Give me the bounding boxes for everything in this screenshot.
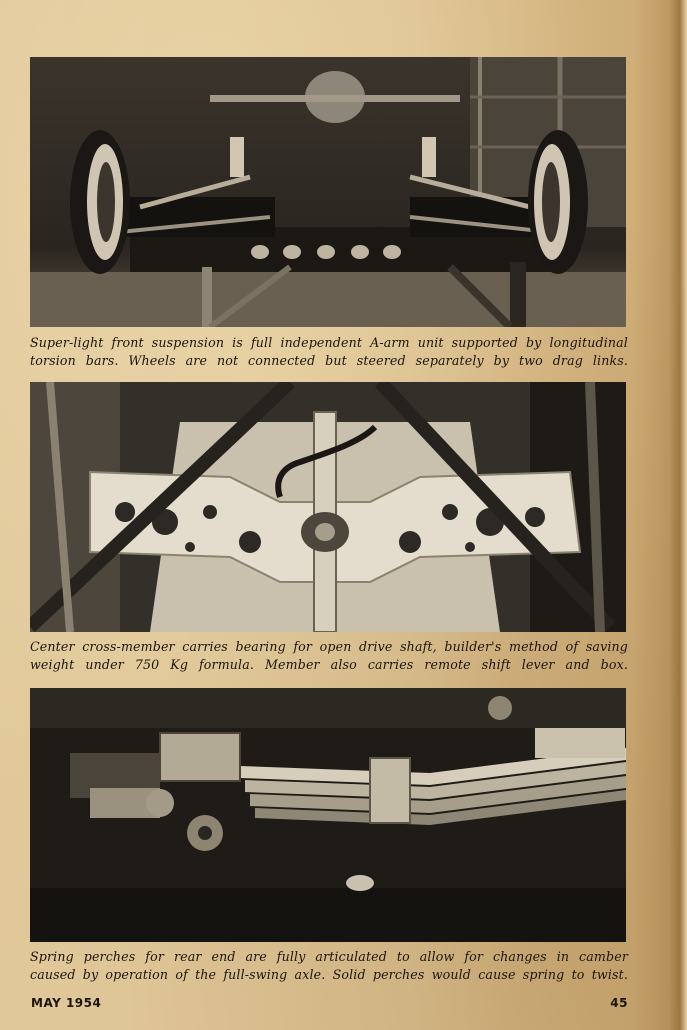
caption-line: Center cross-member carries bearing for open drive shaft, builder's method of saving [30, 639, 628, 654]
caption-line: Super-light front suspension is full independent A-arm unit supported by longitudinal [30, 335, 628, 350]
page-number: 45 [610, 996, 628, 1010]
caption-line: torsion bars. Wheels are not connected but steered separately by two drag links. [30, 352, 628, 368]
caption-center-cross-member [30, 638, 628, 673]
photo-spring-perches [30, 688, 626, 942]
photo-front-suspension [30, 57, 626, 327]
issue-date: MAY 1954 [31, 996, 102, 1010]
photo-center-cross-member [30, 382, 626, 632]
page-edge-shadow [669, 0, 687, 1030]
caption-front-suspension [30, 334, 628, 369]
caption-line: weight under 750 Kg formula. Member also carries remote shift lever and box. [30, 656, 628, 672]
caption-line: Spring perches for rear end are fully articulated to allow for changes in camber [30, 949, 628, 964]
caption-line: caused by operation of the full-swing axle. Solid perches would cause spring to twist. [30, 966, 628, 982]
caption-spring-perches [30, 948, 628, 983]
